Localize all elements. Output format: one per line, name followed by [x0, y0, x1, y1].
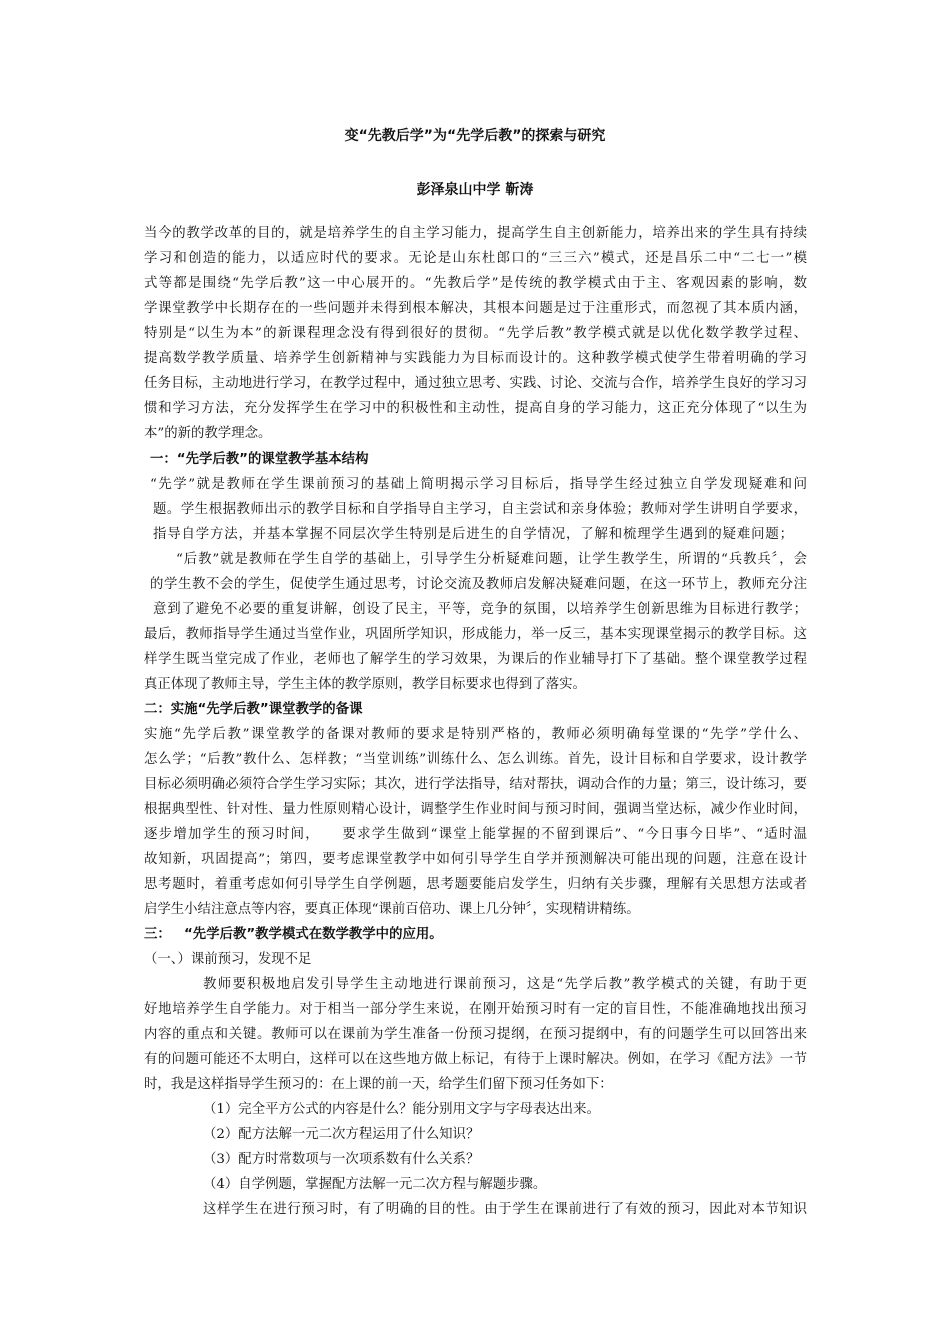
section-3-prefix: 三： — [144, 927, 171, 942]
section-2-line: 逐步增加学生的预习时间， 要求学生做到“课堂上能掌握的不留到课后”、“今日事今日毕”、“适时温 — [144, 827, 807, 842]
subsection-1-line: 有的问题可能还不太明白，这样可以在这些地方做上标记，有待于上课时解决。例如，在学习《配方法》一节 — [144, 1052, 807, 1067]
section-1-line: 样学生既当堂完成了作业，老师也了解学生的学习效果，为课后的作业辅导打下了基础。整个课堂教学过程 — [144, 652, 807, 667]
section-1-line: 指导自学方法，并基本掌握不同层次学生特别是后进生的自学情况，了解和梳理学生遇到的疑难问题； — [153, 527, 793, 542]
intro-line: 本”的新的教学理念。 — [144, 426, 272, 441]
section-1-line: 最后，教师指导学生通过当堂作业，巩固所学知识，形成能力，举一反三，基本实现课堂揭示的教学目标。这 — [144, 627, 807, 642]
intro-line: 特别是“以生为本”的新课程理念没有得到很好的贯彻。“先学后教”教学模式就是以优化数学教学过程、 — [144, 326, 807, 341]
intro-line: 式等都是围绕“先学后教”这一中心展开的。“先教后学”是传统的教学模式由于主、客观因素的影响，数 — [144, 276, 807, 291]
section-2-line: 实施“先学后教”课堂教学的备课对教师的要求是特别严格的，教师必须明确每堂课的“先学”学什么、 — [144, 727, 807, 742]
section-1-line: 意到了避免不必要的重复讲解，创设了民主，平等，竞争的氛围，以培养学生创新思维为目标进行教学； — [153, 602, 807, 617]
section-1-line: “先学”就是教师在学生课前预习的基础上简明揭示学习目标后，指导学生经过独立自学发现疑难和问 — [150, 477, 807, 492]
section-2-line: 怎么学；“后教”教什么、怎样教；“当堂训练”训练什么、怎么训练。首先，设计目标和自学要求，设计教学 — [144, 752, 807, 767]
task-item: （2）配方法解一元二次方程运用了什么知识？ — [203, 1127, 480, 1142]
subsection-1-heading: （一、）课前预习，发现不足 — [144, 952, 312, 967]
subsection-1-line: 教师要积极地启发引导学生主动地进行课前预习，这是“先学后教”教学模式的关键，有助于更 — [203, 977, 807, 992]
document-title: 变“先教后学”为“先学后教”的探索与研究 — [344, 128, 606, 144]
intro-line: 惯和学习方法，充分发挥学生在学习中的积极性和主动性，提高自身的学习能力，这正充分体现了“以生为 — [144, 401, 807, 416]
section-2-line: 目标必须明确必须符合学生学习实际；其次，进行学法指导，结对帮扶，调动合作的力量；第三，设计练习，要 — [144, 777, 807, 792]
document-author: 彭泽泉山中学 靳涛 — [416, 182, 534, 198]
task-item: （3）配方时常数项与一次项系数有什么关系？ — [203, 1152, 480, 1167]
intro-line: 当今的教学改革的目的，就是培养学生的自主学习能力，提高学生自主创新能力，培养出来的学生具有持续 — [144, 226, 807, 241]
intro-line: 任务目标，主动地进行学习，在教学过程中，通过独立思考、实践、讨论、交流与合作，培养学生良好的学习习 — [144, 376, 807, 391]
intro-line: 学习和创造的能力，以适应时代的要求。无论是山东杜郎口的“三三六”模式，还是昌乐二中“二七一”模 — [144, 251, 807, 266]
section-1-line: “后教”就是教师在学生自学的基础上，引导学生分析疑难问题，让学生教学生，所谓的“兵教兵〞，会 — [176, 552, 807, 567]
section-3-heading: “先学后教”教学模式在数学教学中的应用。 — [184, 927, 443, 942]
final-line: 这样学生在进行预习时，有了明确的目的性。由于学生在课前进行了有效的预习，因此对本节知识 — [203, 1202, 807, 1217]
task-item: （1）完全平方公式的内容是什么？能分别用文字与字母表达出来。 — [203, 1102, 600, 1117]
section-2-line: 思考题时，着重考虑如何引导学生自学例题，思考题要能启发学生，归纳有关步骤，理解有关思想方法或者 — [144, 877, 807, 892]
section-1-line: 的学生教不会的学生，促使学生通过思考，讨论交流及教师启发解决疑难问题，在这一环节上，教师充分注 — [150, 577, 807, 592]
subsection-1-line: 内容的重点和关键。教师可以在课前为学生准备一份预习提纲，在预习提纲中，有的问题学生可以回答出来 — [144, 1027, 807, 1042]
section-2-line: 根据典型性、针对性、量力性原则精心设计，调整学生作业时间与预习时间，强调当堂达标，减少作业时间， — [144, 802, 807, 817]
section-2-line: 启学生小结注意点等内容，要真正体现“课前百倍功、课上几分钟〞，实现精讲精练。 — [144, 902, 640, 917]
section-1-heading: 一：“先学后教”的课堂教学基本结构 — [150, 452, 369, 467]
section-1-line: 题。学生根据教师出示的教学目标和自学指导自主学习，自主尝试和亲身体验；教师对学生讲明自学要求， — [153, 502, 807, 517]
subsection-1-line: 时，我是这样指导学生预习的：在上课的前一天，给学生们留下预习任务如下： — [144, 1077, 613, 1092]
section-1-line: 真正体现了教师主导，学生主体的教学原则，教学目标要求也得到了落实。 — [144, 677, 586, 692]
task-item: （4）自学例题，掌握配方法解一元二次方程与解题步骤。 — [203, 1177, 547, 1192]
intro-line: 提高数学教学质量、培养学生创新精神与实践能力为目标而设计的。这种教学模式使学生带着明确的学习 — [144, 351, 807, 366]
subsection-1-line: 好地培养学生自学能力。对于相当一部分学生来说，在刚开始预习时有一定的盲目性，不能准确地找出预习 — [144, 1002, 807, 1017]
intro-line: 学课堂教学中长期存在的一些问题并未得到根本解决，其根本问题是过于注重形式，而忽视了其本质内涵， — [144, 301, 807, 316]
section-2-heading: 二：实施“先学后教”课堂教学的备课 — [144, 702, 363, 717]
section-2-line: 故知新，巩固提高”；第四，要考虑课堂教学中如何引导学生自学并预测解决可能出现的问题，注意在设计 — [144, 852, 807, 867]
